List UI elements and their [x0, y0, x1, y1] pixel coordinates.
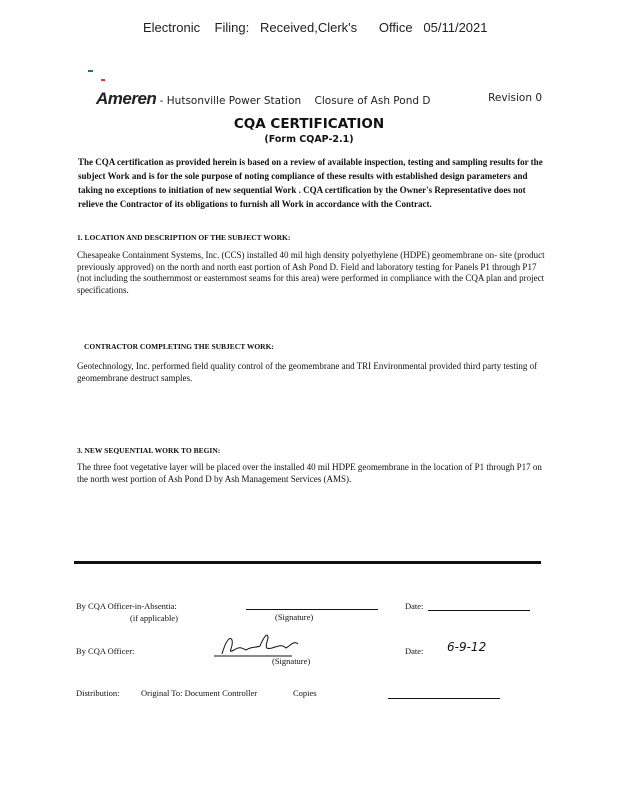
absentia-label: By CQA Officer-in-Absentia:: [76, 601, 177, 611]
absentia-date-line[interactable]: [428, 610, 530, 611]
section-body: Geotechnology, Inc. performed field quality control of the geomembrane and TRI Environmental provided third party testing of geomembrane destruct samples.: [77, 361, 538, 383]
copies-label: Copies: [293, 688, 317, 698]
officer-date-label: Date:: [405, 646, 424, 656]
logo-mark-icon: [88, 70, 93, 72]
copies-line[interactable]: [388, 698, 500, 699]
if-applicable-label: (if applicable): [130, 613, 178, 623]
section-heading: 3. NEW SEQUENTIAL WORK TO BEGIN:: [77, 446, 221, 455]
section-heading: 1. LOCATION AND DESCRIPTION OF THE SUBJECT WORK:: [77, 233, 291, 242]
ameren-logo: Ameren: [96, 89, 157, 108]
divider: [74, 561, 541, 564]
signature-caption: (Signature): [275, 612, 314, 622]
section-body: The three foot vegetative layer will be placed over the installed 40 mil HDPE geomembrane in the location of P1 through P17 on the north west portion of Ash Pond D by Ash Management Services (AMS).: [77, 462, 542, 484]
logo-mark-icon: [101, 79, 105, 81]
officer-date: 6-9-12: [447, 640, 487, 654]
intro-paragraph: The CQA certification as provided herein is based on a review of available inspection, testing and sampling results for the subject Work and is for the sole purpose of noting compliance of these results with established design parameters and taking no exceptions to initiation of new sequential Work . CQA certification by the Owner's Representative does not relieve the Contractor of its obligations to furnish all Work in accordance with the Contract.: [78, 157, 543, 209]
distribution-label: Distribution:: [76, 688, 120, 698]
revision: Revision 0: [488, 92, 542, 104]
section-body: Chesapeake Containment Systems, Inc. (CCS) installed 40 mil high density polyethylene (HDPE) geomembrane on- site (product previously approved) on the north and north east portion of Ash Pond D. Field and laboratory testing for Panels P1 through P17 (not including the southernmost or easternmost seams for this area) were performed in compliance with the CQA plan and project specifications.: [77, 250, 545, 295]
officer-label: By CQA Officer:: [76, 646, 135, 656]
date-label: Date:: [405, 601, 424, 611]
station-title: - Hutsonville Power Station Closure of Ash Pond D: [156, 95, 431, 107]
absentia-signature-line[interactable]: [246, 609, 378, 610]
officer-signature-caption: (Signature): [272, 656, 311, 666]
filing-stamp: Electronic Filing: Received,Clerk's Office 05/11/2021: [143, 20, 488, 35]
document-header: [96, 89, 542, 109]
page-title: CQA CERTIFICATION: [233, 116, 385, 132]
section-heading: CONTRACTOR COMPLETING THE SUBJECT WORK:: [84, 342, 274, 351]
original-to: Original To: Document Controller: [141, 688, 258, 698]
form-number: (Form CQAP-2.1): [264, 134, 354, 145]
